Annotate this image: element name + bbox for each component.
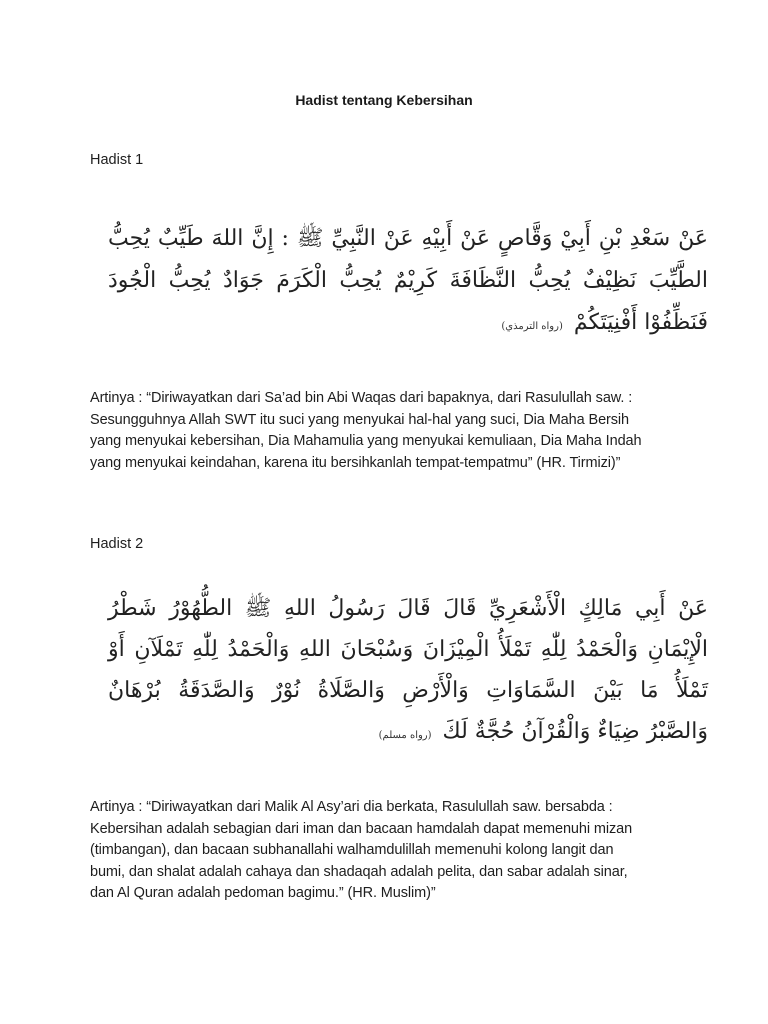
arabic-line: عَنْ سَعْدِ بْنِ أَبِيْ وَقَّاصٍ عَنْ أَبِيْهِ عَنْ النَّبِيِّ ﷺ : إِنَّ اللهَ طَيِّبٌ يُحِبُّ xyxy=(108,226,708,251)
translation-hadist-1 xyxy=(90,388,690,474)
arabic-text-hadist-1 xyxy=(108,218,708,348)
section-heading-hadist-1: Hadist 1 xyxy=(90,152,144,168)
translation-line: yang menyukai kebersihan, Dia Mahamulia yang menyukai kemuliaan, Dia Maha Indah xyxy=(90,433,642,449)
translation-line: Artinya : “Diriwayatkan dari Sa’ad bin Abi Waqas dari bapaknya, dari Rasulullah saw. : xyxy=(90,390,633,406)
arabic-line-last xyxy=(108,711,708,756)
arabic-line-last xyxy=(108,302,708,348)
arabic-line: الطَّيِّبَ نَظِيْفٌ يُحِبُّ النَّظَافَةَ كَرِيْمٌ يُحِبُّ الْكَرَمَ جَوَادٌ يُحِبُّ الْجُودَ xyxy=(108,268,708,293)
arabic-text-hadist-2 xyxy=(108,588,708,756)
translation-line: Kebersihan adalah sebagian dari iman dan bacaan hamdalah dapat memenuhi mizan xyxy=(90,820,633,837)
narrator-attribution: (رواه الترمذي) xyxy=(501,321,563,332)
translation-line: Artinya : “Diriwayatkan dari Malik Al Asy’ari dia berkata, Rasulullah saw. bersabda : xyxy=(90,799,613,815)
arabic-line: الْإِيْمَانِ وَالْحَمْدُ لِلّٰهِ تَمْلَأُ الْمِيْزَانَ وَسُبْحَانَ اللهِ وَالْحَمْدُ لِلّٰهِ تَمْلَآنِ أَوْ xyxy=(108,637,708,662)
arabic-line: وَالصَّبْرُ ضِيَاءٌ وَالْقُرْآنُ حُجَّةٌ لَكَ xyxy=(442,719,708,744)
translation-line: (timbangan), dan bacaan subhanallahi walhamdulillah memenuhi kolong langit dan xyxy=(90,842,614,858)
arabic-line: تَمْلَأُ مَا بَيْنَ السَّمَاوَاتِ وَالْأَرْضِ وَالصَّلَاةُ نُوْرٌ وَالصَّدَقَةُ بُرْهَانٌ xyxy=(108,678,708,703)
translation-line: Sesungguhnya Allah SWT itu suci yang menyukai hal-hal yang suci, Dia Maha Bersih xyxy=(90,411,630,428)
section-heading-hadist-2: Hadist 2 xyxy=(90,536,144,552)
narrator-attribution: (رواه مسلم) xyxy=(378,730,432,741)
translation-hadist-2 xyxy=(90,797,690,905)
arabic-line: عَنْ أَبِي مَالِكٍ الْأَشْعَرِيِّ قَالَ قَالَ رَسُولُ اللهِ ﷺ الطُّهُوْرُ شَطْرُ xyxy=(108,596,708,621)
arabic-line: فَنَظِّفُوْا أَفْنِيَتَكُمْ xyxy=(573,310,708,335)
translation-line: dan Al Quran adalah pedoman bagimu.” (HR. Muslim)” xyxy=(90,885,436,901)
document-title: Hadist tentang Kebersihan xyxy=(295,92,473,108)
translation-line: bumi, dan shalat adalah cahaya dan shadaqah adalah pelita, dan sabar adalah sinar, xyxy=(90,863,628,880)
translation-line: yang menyukai keindahan, karena itu bersihkanlah tempat-tempatmu” (HR. Tirmizi)” xyxy=(90,454,621,471)
